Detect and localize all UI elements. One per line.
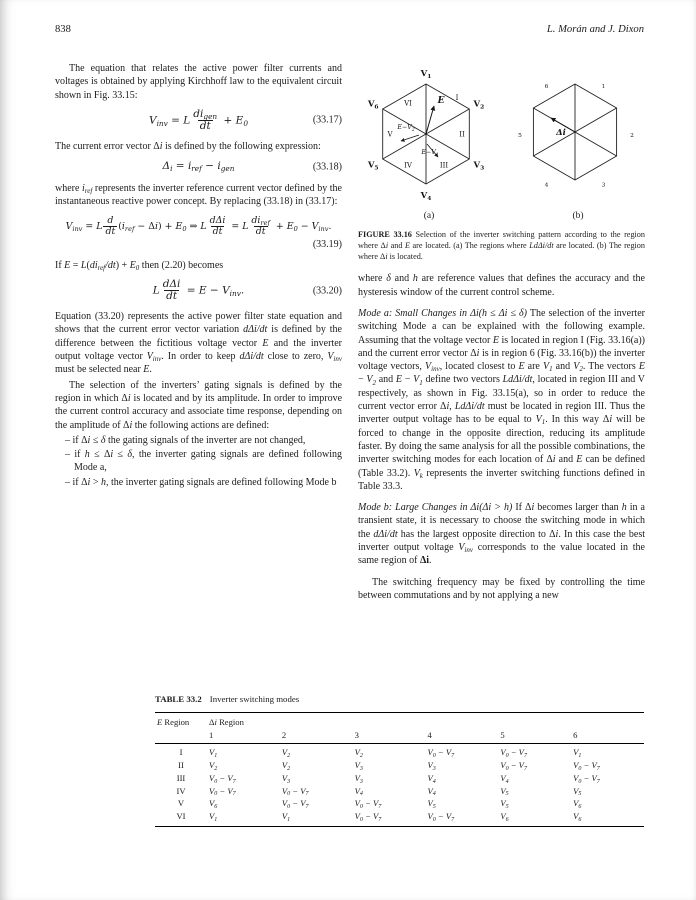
switching-function-cell: $V_0 - V_7$	[209, 785, 236, 798]
table-header-row	[155, 713, 644, 729]
switching-function-cell: $V_0 - V_7$	[573, 760, 600, 772]
e-minus-v2-label: $E-V_2$	[397, 124, 415, 134]
switching-function-cell: $V_5$	[500, 798, 509, 811]
paragraph-kirchhoff: The equation that relates the active power filter currents and voltages is obtained by applying Kirchhoff law to the equivalent circuit shown in Fig. 33.15:	[55, 63, 342, 101]
region-number-label: 6	[544, 83, 549, 90]
equation-body: $\Delta_i = i_{ref} - i_{gen}$	[162, 160, 235, 174]
equation-number: (33.19)	[312, 238, 342, 250]
switching-function-cell: $V_3$	[354, 772, 363, 785]
list-item: – if Δi ≤ δ the gating signals of the inverter are not changed,	[65, 434, 306, 446]
region-number-label: 2	[630, 133, 634, 140]
region-label: V	[387, 130, 393, 139]
figure-caption: FIGURE 33.16 Selection of the inverter switching pattern according to the region where Δi and E are located. (a) The regions where LdΔi/dt are located. (b) The region where Δi is located.	[358, 229, 645, 261]
switching-function-cell: $V_1$	[573, 747, 582, 760]
switching-function-cell: $V_0 - V_7$	[427, 811, 455, 823]
switching-function-cell: $V_2$	[209, 760, 218, 772]
figure-panel-a	[360, 62, 498, 223]
switching-function-cell: $V_3$	[281, 772, 291, 785]
vertex-label: $V_2$	[473, 99, 485, 111]
running-header	[55, 24, 644, 35]
subfigure-label-a: (a)	[423, 211, 435, 222]
region-number-label: 3	[601, 182, 606, 189]
switching-function-cell: $V_0 - V_7$	[354, 811, 382, 823]
vertex-label: $V_5$	[367, 160, 379, 172]
switching-function-cell: $V_5$	[500, 785, 509, 798]
figure-diagrams	[358, 62, 645, 223]
vertex-label: $V_3$	[473, 160, 485, 172]
region-number-label: 1	[601, 83, 606, 90]
table-row	[155, 759, 644, 772]
switching-function-cell: $V_6$	[573, 798, 582, 811]
empty-header-cell	[155, 729, 207, 744]
switching-function-cell: $V_0 - V_7$	[354, 798, 382, 811]
switching-function-cell: $V_6$	[209, 798, 218, 811]
col-number: 1	[207, 729, 280, 744]
switching-function-cell: $V_2$	[281, 747, 291, 760]
col-number: 3	[353, 729, 426, 744]
switching-function-cell: $V_6$	[500, 811, 509, 823]
table-title: Inverter switching modes	[209, 694, 300, 704]
hexagon-spoke	[575, 108, 617, 132]
region-label: II	[459, 130, 465, 139]
hexagon-spoke	[575, 132, 617, 156]
switching-function-cell: $V_0 - V_7$	[500, 747, 527, 760]
table-row	[155, 797, 644, 810]
left-column	[55, 62, 342, 490]
switching-function-cell: $V_0 - V_7$	[573, 772, 600, 785]
region-number-label: 5	[518, 133, 522, 140]
hexagon-spoke	[533, 132, 575, 156]
figure-33-16	[358, 62, 645, 262]
equation-33-19	[55, 216, 342, 251]
paragraph-switching-frequency: The switching frequency may be fixed by controlling the time between commutations and by not applying a new	[358, 576, 645, 601]
paragraph-iref: where $i_{ref}$ represents the inverter reference current vector defined by the instantaneous reactive power concept. By replacing (33.18) in (33.17):	[55, 183, 342, 208]
subfigure-label-b: (b)	[572, 211, 584, 222]
figure-panel-b	[513, 62, 643, 223]
paragraph-if-e: If $E = L(di_{ref}/dt) + E_0$ then (2.20) becomes	[55, 259, 224, 272]
switching-function-cell: $V_0 - V_7$	[281, 798, 309, 811]
paragraph-state-equation: Equation (33.20) represents the active power filter state equation and shows that the current error vector variation dΔi/dt is defined by the difference between the fictitious voltage vector E and the inverter output voltage vector $V_{inv}$. In order to keep dΔi/dt close to zero, $V_{inv}$ must be selected near E.	[55, 311, 342, 376]
paragraph-gating-signals: The selection of the inverters’ gating signals is defined by the region in which Δi is located and by its amplitude. In order to improve the current control accuracy and associate time response, depending on the amplitude of Δi the following actions are defined:	[55, 379, 343, 431]
paragraph-error-vector: The current error vector Δi is defined by the following expression:	[55, 140, 321, 152]
e-region-header: E Region	[155, 713, 207, 729]
hexagon-b-diagram	[513, 62, 643, 204]
equation-number: (33.18)	[312, 161, 342, 173]
hexagon-a-diagram	[360, 62, 498, 204]
equation-33-18	[55, 160, 342, 174]
switching-function-cell: $V_3$	[354, 760, 363, 772]
switching-function-cell: $V_1$	[209, 811, 218, 823]
region-label: VI	[404, 99, 412, 108]
e-region-cell: I	[179, 747, 183, 758]
table-row	[155, 785, 644, 798]
table-label: TABLE 33.2	[155, 694, 202, 704]
switching-function-cell: $V_5$	[573, 785, 582, 798]
e-region-cell: III	[176, 772, 186, 783]
switching-function-cell: $V_4$	[427, 772, 436, 785]
switching-function-cell: $V_6$	[573, 811, 582, 823]
table-row	[155, 810, 644, 826]
switching-function-cell: $V_4$	[500, 772, 509, 785]
paragraph-mode-b: Mode b: Large Changes in Δi(Δi > h) If Δi becomes larger than h in a transient state, it is necessary to choose the switching mode in which the dΔi/dt has the largest opposite direction to Δi. In this case the best inverter output voltage $V_{inv}$ corresponds to the value located in the same region of Δi.	[358, 502, 646, 567]
switching-function-cell: $V_0 - V_7$	[427, 747, 455, 760]
right-column	[358, 62, 645, 604]
switching-function-cell: $V_1$	[209, 747, 218, 760]
e-region-cell: IV	[176, 785, 186, 796]
table-heading	[155, 694, 644, 704]
running-head-authors: L. Morán and J. Dixon	[546, 24, 644, 35]
list-item: – if h ≤ Δi ≤ δ, the inverter gating signals are defined following Mode a,	[65, 449, 342, 474]
switching-function-cell: $V_3$	[427, 760, 436, 772]
equation-33-20	[55, 279, 342, 302]
col-number: 2	[280, 729, 353, 744]
switching-function-cell: $V_2$	[281, 760, 291, 772]
page-number: 838	[55, 24, 71, 35]
switching-function-cell: $V_4$	[427, 785, 436, 798]
delta-i-label: Δi	[556, 128, 566, 138]
delta-i-region-header: Δi Region	[207, 713, 644, 729]
region-label: I	[455, 94, 459, 102]
list-item: – if Δi > h, the inverter gating signals are defined following Mode b	[65, 476, 337, 488]
e-region-cell: V	[177, 798, 185, 809]
switching-function-cell: $V_0 - V_7$	[281, 785, 309, 798]
vertex-label: $V_1$	[420, 69, 432, 81]
region-label: IV	[404, 161, 412, 170]
equation-body: L $\frac{\text{dΔi}}{dt}$ = $E - V_{inv}$.	[152, 278, 245, 303]
switching-function-cell: $V_1$	[281, 811, 291, 823]
region-number-label: 4	[544, 182, 549, 189]
e-region-cell: VI	[176, 811, 186, 822]
col-number: 5	[498, 729, 571, 744]
table-row	[155, 772, 644, 785]
table-row	[155, 744, 644, 759]
switching-function-cell: $V_0 - V_7$	[500, 760, 527, 772]
region-label: III	[439, 161, 449, 170]
equation-body: $V_{inv} = L$ $\frac{d}{dt}$ $(i_{ref} - \Delta i) + E_0$ ⇒ L $\frac{\text{dΔi}}{dt}$ = L $\frac{di_{ref}}{dt}$ + $E_0 - V_{inv}$.	[65, 214, 332, 237]
switching-function-cell: $V_0 - V_7$	[209, 772, 236, 785]
switching-modes-table	[155, 712, 644, 827]
table-33-2	[155, 694, 644, 827]
e-minus-v1-label: $E-V_1$	[421, 149, 439, 159]
switching-function-cell: $V_5$	[427, 798, 436, 811]
col-number: 4	[425, 729, 498, 744]
equation-body: $V_{inv} = L$ $\frac{di_{gen}}{dt}$ + $E_0$	[148, 107, 248, 132]
column-numbers-row	[155, 729, 644, 744]
switching-function-cell: $V_4$	[354, 785, 363, 798]
e-region-cell: II	[178, 760, 184, 771]
e-vector-label: E	[437, 96, 445, 106]
col-number: 6	[571, 729, 644, 744]
equation-number: (33.17)	[312, 114, 342, 126]
equation-number: (33.20)	[312, 284, 342, 296]
vertex-label: $V_4$	[420, 191, 432, 203]
vertex-label: $V_6$	[367, 99, 379, 111]
equation-33-17	[55, 109, 342, 132]
paragraph-mode-a: Mode a: Small Changes in Δi(h ≤ Δi ≤ δ) The selection of the inverter switching Mode a can be explained with the following example. Assuming that the voltage vector E is located in region I (Fig. 33.16(a)) and the current error vector Δi is in region 6 (Fig. 33.16(b)) the inverter voltage vectors, $V_{inv}$, located closest to E are $V_1$ and $V_2$. The vectors $E - V_2$ and $E - V_1$ define two vectors LdΔi/dt, located in region III and V respectively, as shown in Fig. 33.15(a), so in order to reduce the current vector error Δi, LdΔi/dt must be located in region III. Thus the inverter output voltage has to be equal to $V_1$. In this way Δi will be forced to change in the opposite direction, reducing its amplitude faster. By doing the same analysis for all the possible combinations, the inverter switching modes for each location of Δi and E can be defined (Table 33.2). $V_k$ represents the inverter switching functions defined in Table 33.3.	[358, 308, 645, 492]
switching-function-cell: $V_2$	[354, 747, 363, 760]
paragraph-reference-values: where δ and h are reference values that defines the accuracy and the hysteresis window of the current control scheme.	[358, 273, 645, 298]
